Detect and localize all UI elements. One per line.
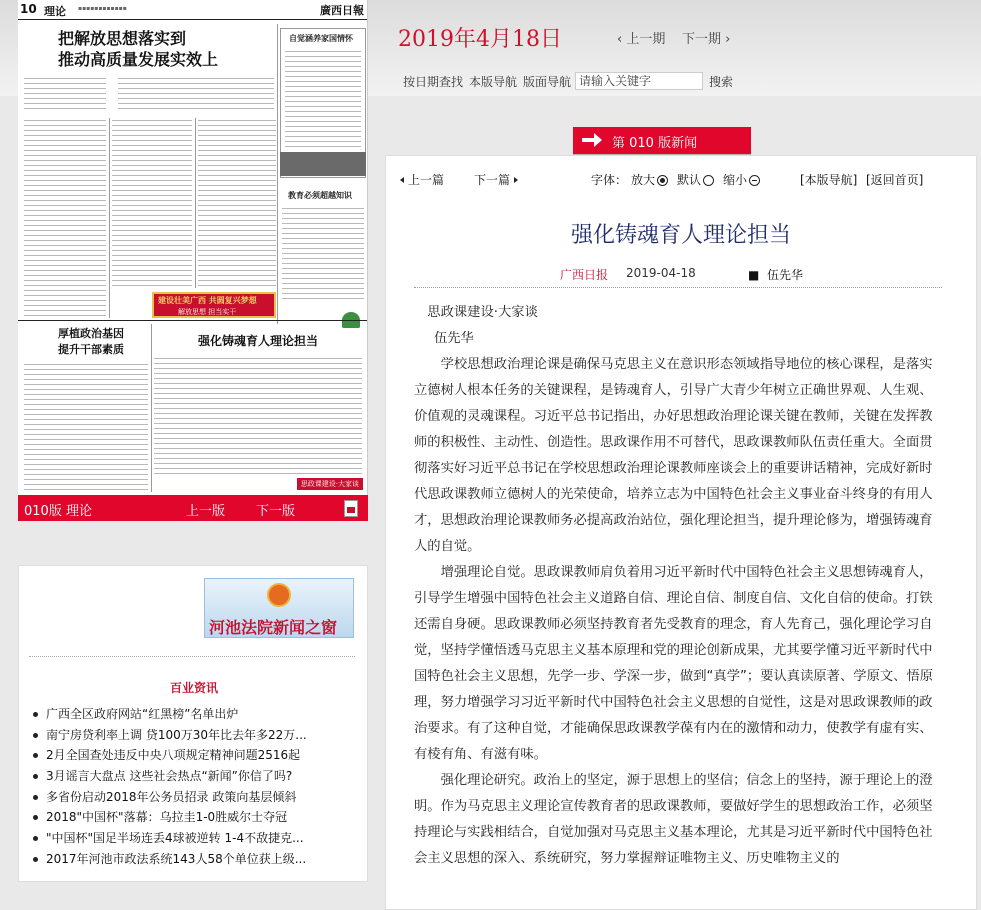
article-byline: 伍先华	[433, 331, 474, 346]
scan-divider	[195, 118, 196, 288]
scan-text-block	[282, 206, 364, 302]
scan-ad-line1: 建设壮美广西 共圆复兴梦想	[158, 296, 257, 305]
scan-column-tag: 思政课建设·大家谈	[297, 478, 363, 490]
edition-nav-link[interactable]: [本版导航]	[800, 173, 858, 187]
prev-page-link[interactable]: 上一版	[186, 504, 226, 519]
next-issue-link[interactable]: 下一期 ›	[682, 32, 731, 47]
search-input[interactable]	[575, 72, 703, 90]
news-item[interactable]: 多省份启动2018年公务员招录 政策向基层倾斜	[31, 788, 321, 809]
square-bullet-icon: ■	[748, 268, 760, 282]
font-size-label: 字体：	[591, 173, 628, 187]
scan-main-title[interactable]	[58, 28, 258, 70]
arrow-right-icon	[581, 131, 603, 149]
caret-right-icon	[514, 177, 518, 183]
prev-article-label: 上一篇	[408, 173, 445, 187]
article-source: 广西日报	[560, 268, 609, 282]
court-news-banner[interactable]	[204, 578, 354, 638]
nav-layout[interactable]: 版面导航	[523, 75, 572, 89]
scan-meta-text: ▪▪▪▪▪▪▪▪▪▪▪▪	[78, 5, 127, 12]
scan-text-block	[198, 118, 276, 288]
search-button[interactable]: 搜索	[709, 75, 734, 89]
page-label: 010版 理论	[24, 504, 92, 519]
font-small-option[interactable]	[723, 171, 760, 188]
prev-issue-link[interactable]: ‹ 上一期	[617, 32, 666, 47]
court-emblem-icon	[267, 583, 291, 607]
issue-date: 2019年4月18日	[398, 27, 562, 52]
meta-divider	[414, 287, 942, 288]
article-title: 强化铸魂育人理论担当	[570, 223, 791, 248]
caret-left-icon	[400, 177, 404, 183]
nav-date-search[interactable]: 按日期查找	[403, 75, 464, 89]
next-article-label: 下一篇	[474, 173, 511, 187]
edition-label: 第 010 版新闻	[612, 136, 698, 151]
scan-subtitle[interactable]	[58, 326, 148, 358]
scan-article-title[interactable]: 强化铸魂育人理论担当	[198, 334, 319, 348]
scan-text-block	[154, 356, 362, 476]
scan-main-title-line1: 把解放思想落实到	[58, 29, 187, 48]
radio-minus-icon[interactable]	[749, 175, 760, 186]
font-default-option[interactable]	[677, 171, 714, 188]
font-small-label: 缩小	[723, 173, 748, 187]
next-page-link[interactable]: 下一版	[256, 504, 296, 519]
news-item[interactable]: "中国杯"国足半场连丢4球被逆转 1-4不敌捷克...	[31, 829, 321, 850]
info-box	[18, 565, 368, 882]
article-paragraph: 学校思想政治理论课是确保马克思主义在意识形态领域指导地位的核心课程，是落实立德树人根本任务的关键课程，是铸魂育人，引导广大青少年树立正确世界观、人生观、价值观的灵魂课程。习近平总书记指出，办好思想政治理论课关键在教师，关键在发挥教师的积极性、主动性、创造性。思政课作用不可替代，思政课教师队伍责任重大。全面贯彻落实好习近平总书记在学校思想政治理论课教师座谈会上的重要讲话精神，完成好新时代思政课教师立德树人的光荣使命，培养立志为中国特色社会主义事业奋斗终身的有用人才，思想政治理论课教师务必提高政治站位，强化理论担当，提升理论修为，增强铸魂育人的自觉。	[414, 357, 933, 554]
font-large-option[interactable]	[631, 171, 668, 188]
article-paragraph: 增强理论自觉。思政课教师肩负着用习近平新时代中国特色社会主义思想铸魂育人，引导学生增强中国特色社会主义道路自信、理论自信、制度自信、文化自信的使命。打铁还需自身硬。思政课教师必须坚持教育者先受教育的理念，育人先育己，强化理论学习自觉，坚持学懂悟透马克思主义基本原理和党的理论创新成果，尤其要学懂习近平新时代中国特色社会主义思想，先学一步、学深一步，做到“真学”；要认真读原著、学原文、悟原理，努力增强学习习近平新时代中国特色社会主义思想的自觉性，这是对思政课教师的政治要求。有了这种自觉，才能确保思政课教学葆有内在的激情和动力，使教学有虚有实、有棱有角、有滋有味。	[414, 565, 934, 762]
scan-text-block	[112, 118, 192, 288]
newspaper-page-thumbnail[interactable]	[18, 0, 368, 495]
next-article-link[interactable]	[474, 171, 518, 188]
info-title: 百业资讯	[169, 681, 218, 695]
scan-text-block	[24, 118, 106, 318]
scan-section: 理论	[44, 5, 66, 18]
scan-divider	[109, 118, 110, 318]
article-panel	[385, 155, 977, 910]
scan-box-title: 自觉涵养家国情怀	[289, 34, 353, 43]
news-item[interactable]: 广西全区政府网站“红黑榜”名单出炉	[31, 705, 321, 726]
article-column: 思政课建设·大家谈	[427, 305, 538, 320]
scan-text-block	[118, 76, 274, 112]
prev-article-link[interactable]	[400, 171, 444, 188]
scan-page-number: 10	[20, 2, 37, 16]
font-default-label: 默认	[677, 173, 702, 187]
radio-selected-icon[interactable]	[657, 175, 668, 186]
scan-header	[18, 0, 368, 20]
scan-subtitle-line2: 提升干部素质	[58, 343, 124, 356]
scan-column-title: 教育必须超越知识	[288, 191, 352, 200]
article-paragraph: 强化理论研究。政治上的坚定，源于思想上的坚信；信念上的坚持，源于理论上的澄明。作为马克思主义理论宣传教育者的思政课教师，要做好学生的思想政治工作，必须坚持理论与实践相结合，自觉加强对马克思主义基本理论，尤其是习近平新时代中国特色社会主义思想的深入、系统研究，努力掌握辩证唯物主义、历史唯物主义的	[414, 773, 933, 866]
scan-slogan-ad	[152, 292, 276, 318]
scan-ad-line2: 解放思想 担当实干	[178, 308, 237, 316]
scan-divider	[151, 324, 152, 492]
article-body	[414, 300, 942, 872]
scan-main-title-line2: 推动高质量发展实效上	[58, 50, 219, 69]
banner-text: 河池法院新闻之窗	[209, 618, 338, 637]
edition-ribbon	[573, 127, 751, 154]
news-item[interactable]: 2月全国查处违反中央八项规定精神问题2516起	[31, 746, 321, 767]
radio-icon[interactable]	[703, 175, 714, 186]
news-item[interactable]: 3月谣言大盘点 这些社会热点“新闻”你信了吗?	[31, 767, 321, 788]
nav-edition[interactable]: 本版导航	[469, 75, 518, 89]
scan-text-block	[285, 49, 361, 149]
scan-text-block	[24, 76, 106, 112]
news-item[interactable]: 2018"中国杯"落幕：乌拉圭1-0胜威尔士夺冠	[31, 808, 321, 829]
home-link[interactable]: [返回首页]	[866, 173, 924, 187]
prev-issue-label: 上一期	[626, 32, 666, 47]
scan-logo: 廣西日報	[320, 4, 364, 17]
pdf-icon[interactable]	[344, 500, 358, 517]
divider	[29, 656, 355, 657]
next-issue-label: 下一期	[682, 32, 722, 47]
article-date: 2019-04-18	[626, 266, 696, 280]
scan-photo	[280, 152, 366, 176]
scan-subtitle-line1: 厚植政治基因	[58, 327, 124, 340]
font-large-label: 放大	[631, 173, 656, 187]
scan-hrule	[18, 320, 368, 321]
article-author	[748, 266, 803, 283]
news-list	[31, 705, 321, 871]
news-item[interactable]: 南宁房贷利率上调 贷100万30年比去年多22万...	[31, 726, 321, 747]
page-navigation-bar	[18, 495, 368, 521]
scan-text-block	[24, 362, 148, 490]
scan-divider	[277, 24, 278, 324]
news-item[interactable]: 2017年河池市政法系统143人58个单位获上级...	[31, 850, 321, 871]
author-name: 伍先华	[766, 268, 803, 282]
